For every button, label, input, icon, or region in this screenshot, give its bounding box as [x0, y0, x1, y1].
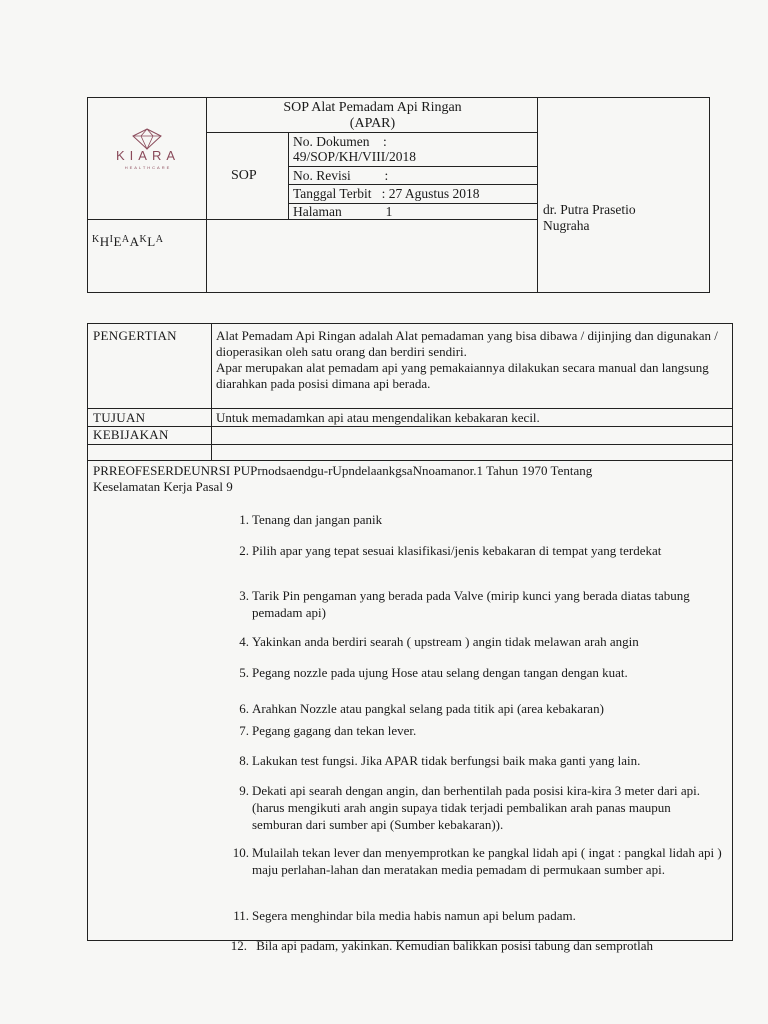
step-text: Tenang dan jangan panik — [252, 512, 383, 527]
tujuan-text: Untuk memadamkan api atau mengendalikan kebakaran kecil. — [216, 410, 540, 425]
step-number: 4. — [239, 634, 249, 649]
step-text: Pegang nozzle pada ujung Hose atau selang dengan tangan dengan kuat. — [252, 665, 628, 680]
step-text: Segera menghindar bila media habis namun api belum padam. — [252, 908, 576, 923]
reference-line: PRREOFESERDEUNRSI PUPrnodsaendgu-rUpndelaankgsaNnoamanor.1 Tahun 1970 Tentang — [93, 463, 593, 478]
step-number: 7. — [239, 723, 249, 738]
step-text: Dekati api searah dengan angin, dan berhentilah pada posisi kira-kira 3 meter dari api. (harus mengikuti arah angin supaya tidak terjadi pembalikan arah panas maupun semburan dari sumber api (Sumber kebakaran)). — [252, 783, 700, 832]
step-number: 1. — [239, 512, 249, 527]
step-text: Mulailah tekan lever dan menyemprotkan ke pangkal lidah api ( ingat : pangkal lidah api ) maju perlahan-lahan dan meratakan media pemadam di permukaan sumber api. — [252, 845, 722, 877]
procedure-step-12: 12. Bila api padam, yakinkan. Kemudian balikkan posisi tabung dan semprotlah — [230, 938, 654, 953]
sop-content-table — [87, 323, 733, 941]
logo-wordmark: KIARA — [115, 148, 180, 163]
company-logo — [88, 98, 206, 219]
step-number: 8. — [239, 753, 249, 768]
step-text: Pilih apar yang tepat sesuai klasifikasi/jenis kebakaran di tempat yang terdekat — [252, 543, 662, 558]
step-text: Pegang gagang dan tekan lever. — [252, 723, 417, 738]
kebijakan-label: KEBIJAKAN — [93, 427, 169, 442]
signer-name: dr. Putra Prasetio Nugraha — [543, 202, 636, 233]
tanggal-terbit: Tanggal Terbit : 27 Agustus 2018 — [293, 186, 480, 201]
overlapped-logo-text: $^KH^IE^AA^KL^A$ — [92, 234, 164, 249]
pengertian-label: PENGERTIAN — [93, 328, 177, 343]
sop-header-table — [87, 97, 710, 293]
step-number: 11. — [233, 908, 249, 923]
reference-line-2: Keselamatan Kerja Pasal 9 — [93, 479, 233, 494]
logo-diamond-icon — [130, 128, 164, 150]
no-dokumen: No. Dokumen : 49/SOP/KH/VIII/2018 — [293, 134, 417, 164]
step-text: Yakinkan anda berdiri searah ( upstream ) angin tidak melawan arah angin — [252, 634, 639, 649]
step-text: Tarik Pin pengaman yang berada pada Valve (mirip kunci yang berada diatas tabung pemadam api) — [252, 588, 690, 620]
no-revisi: No. Revisi : — [293, 168, 389, 183]
logo-subtext: HEALTHCARE — [124, 165, 172, 170]
step-text: Lakukan test fungsi. Jika APAR tidak berfungsi baik maka ganti yang lain. — [252, 753, 641, 768]
step-number: 3. — [239, 588, 249, 603]
sop-label: SOP — [231, 168, 257, 183]
pengertian-text: Alat Pemadam Api Ringan adalah Alat pemadaman yang bisa dibawa / dijinjing dan digunakan / dioperasikan oleh satu orang dan berdiri sendiri. Apar merupakan alat pemadam api yang pemakaiannya dilakukan secara manual dan langsung diarahkan pada posisi dimana api berada. — [216, 328, 718, 391]
halaman: Halaman 1 — [293, 204, 393, 219]
step-number: 5. — [239, 665, 249, 680]
step-number: 9. — [239, 783, 249, 798]
step-text: Arahkan Nozzle atau pangkal selang pada titik api (area kebakaran) — [252, 701, 604, 716]
step-number: 2. — [239, 543, 249, 558]
step-number: 10. — [232, 845, 249, 860]
tujuan-label: TUJUAN — [93, 410, 146, 425]
document-title: SOP Alat Pemadam Api Ringan (APAR) — [283, 100, 462, 131]
step-number: 6. — [239, 701, 249, 716]
